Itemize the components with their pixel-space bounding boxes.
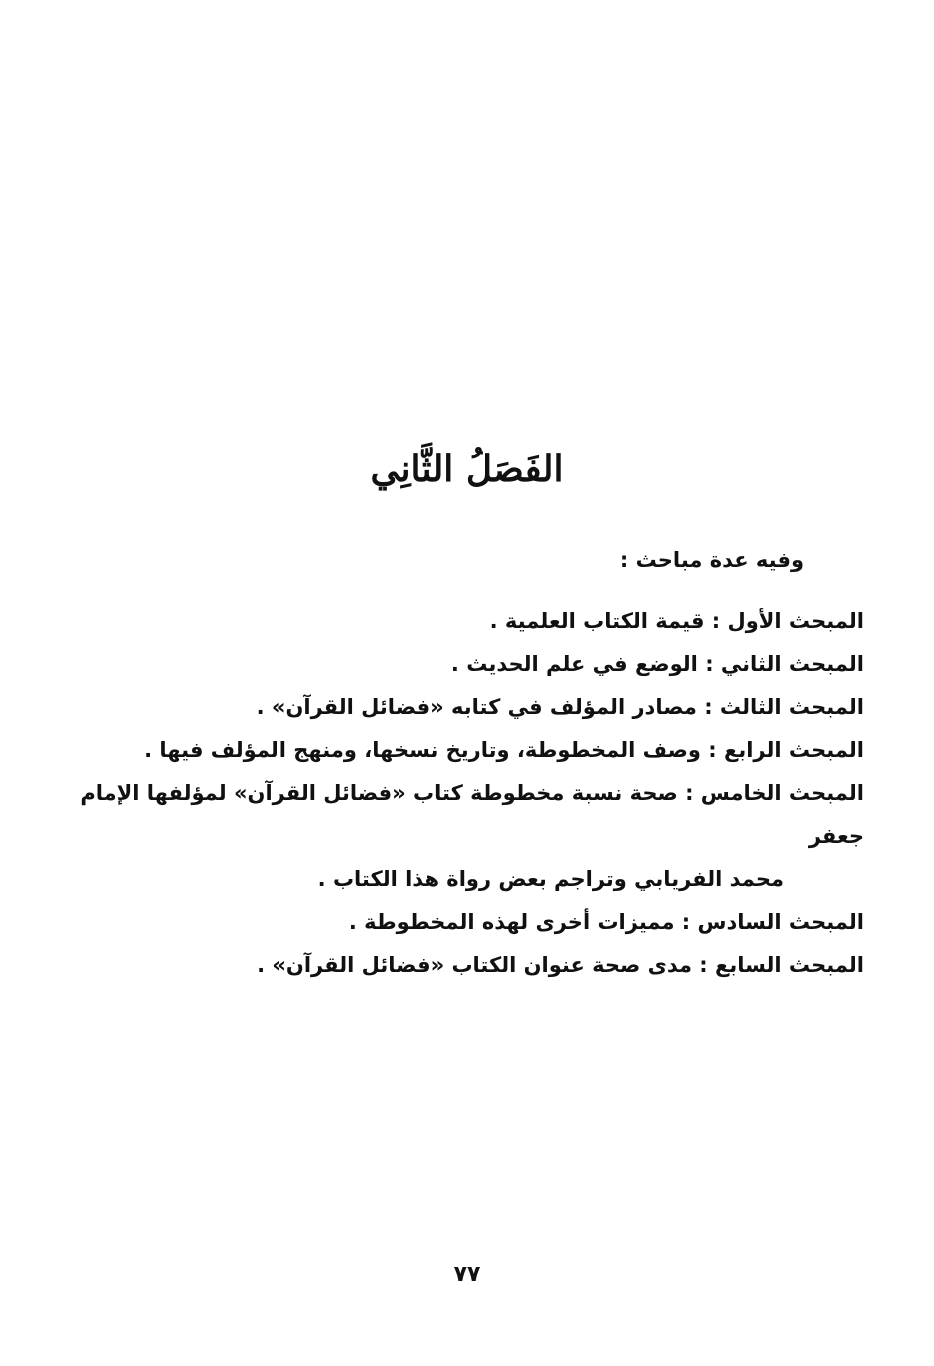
section-label: المبحث الثاني :	[705, 652, 864, 676]
section-item-4	[64, 729, 864, 772]
chapter-title: الفَصَلُ الثَّانِي	[370, 448, 564, 490]
section-label: المبحث الرابع :	[708, 738, 864, 762]
sections-list	[64, 600, 864, 987]
section-label: المبحث الخامس :	[685, 781, 864, 805]
section-text-continuation: محمد الفريابي وتراجم بعض رواة هذا الكتاب .	[317, 867, 784, 891]
section-text: مصادر المؤلف في كتابه «فضائل القرآن» .	[256, 695, 697, 719]
section-item-3	[64, 686, 864, 729]
section-label: المبحث السادس :	[681, 910, 864, 934]
section-label: المبحث السابع :	[699, 953, 864, 977]
section-text: صحة نسبة مخطوطة كتاب «فضائل القرآن» لمؤلفها الإمام جعفر	[80, 781, 864, 848]
section-item-1	[64, 600, 864, 643]
page-number: ٧٧	[453, 1262, 481, 1287]
section-item-2	[64, 643, 864, 686]
section-text: قيمة الكتاب العلمية .	[489, 609, 705, 633]
section-label: المبحث الثالث :	[704, 695, 864, 719]
section-text: وصف المخطوطة، وتاريخ نسخها، ومنهج المؤلف فيها .	[144, 738, 701, 762]
intro-line: وفيه عدة مباحث :	[619, 548, 804, 572]
section-text: مميزات أخرى لهذه المخطوطة .	[348, 910, 675, 934]
section-item-7	[64, 944, 864, 987]
section-item-6	[64, 901, 864, 944]
section-text: مدى صحة عنوان الكتاب «فضائل القرآن» .	[257, 953, 692, 977]
section-item-5	[64, 772, 864, 901]
section-label: المبحث الأول :	[711, 609, 864, 633]
section-text: الوضع في علم الحديث .	[450, 652, 698, 676]
